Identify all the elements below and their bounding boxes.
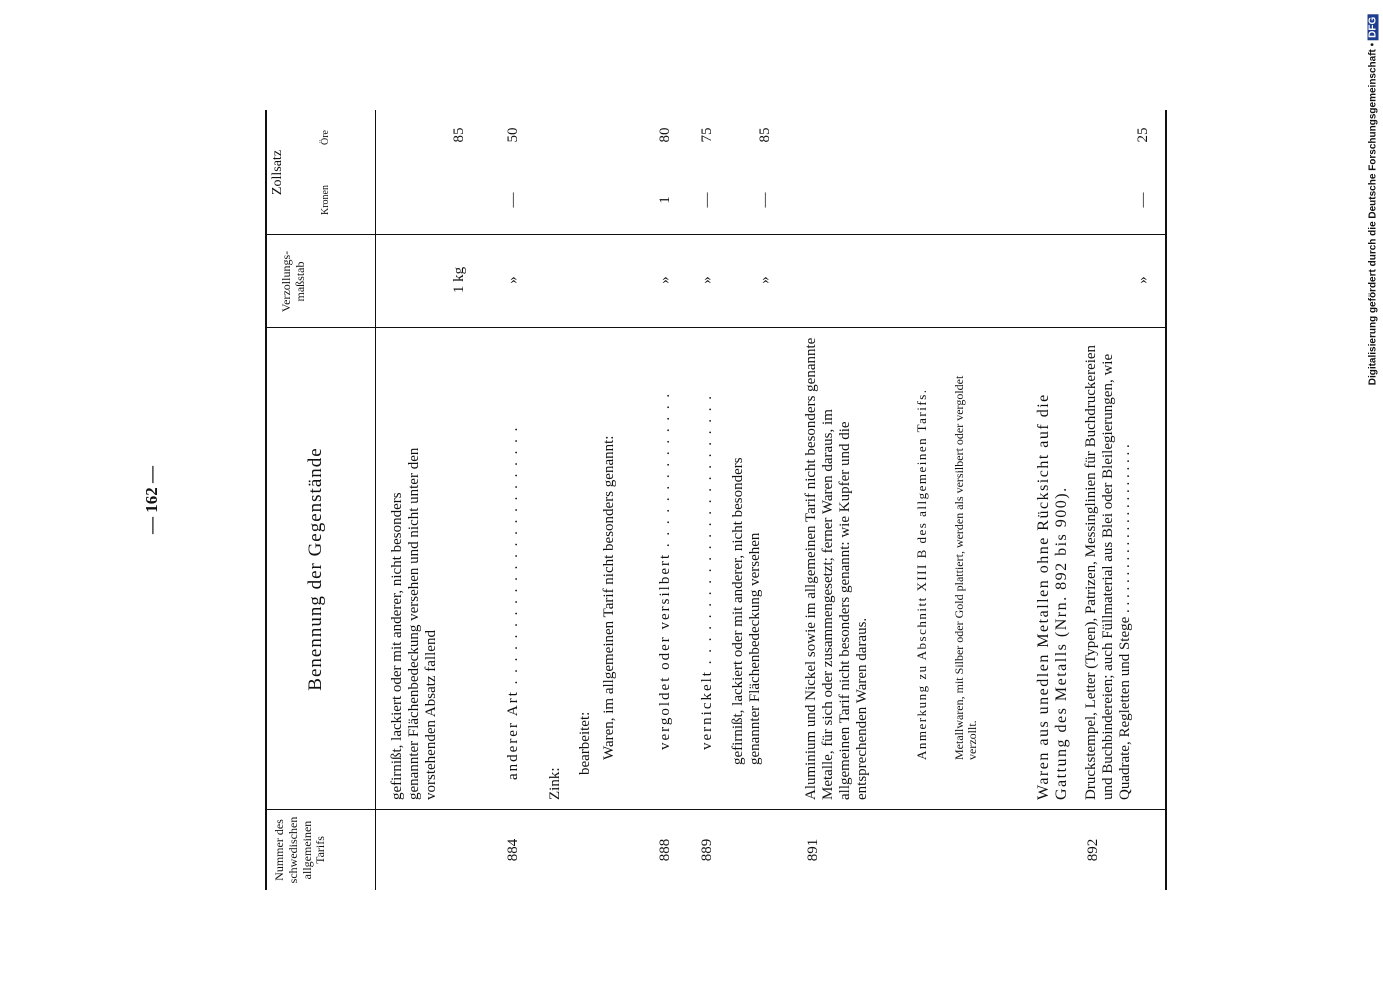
row-kr: — bbox=[699, 192, 715, 208]
page-number: — 162 — bbox=[142, 466, 161, 534]
row-number: 884 bbox=[505, 838, 521, 862]
section-heading: Waren aus unedlen Metallen ohne Rücksicht auf die Gattung des Metalls (Nrn. 892 bis 900). bbox=[1035, 393, 1071, 800]
row-desc: Waren, im allgemeinen Tarif nicht besonders genannt: bbox=[601, 435, 617, 760]
row-number: 891 bbox=[805, 838, 821, 862]
row-number: 889 bbox=[699, 838, 715, 862]
row-ore: 25 bbox=[1135, 127, 1151, 143]
row-desc: anderer Art . . . . . . . . . . . . . . . . . . . . . . . bbox=[505, 425, 521, 780]
row-desc: Zink: bbox=[547, 767, 563, 800]
col-header-duty: Zollsatz bbox=[270, 149, 285, 196]
row-kr: — bbox=[757, 192, 773, 208]
row-number: 888 bbox=[657, 838, 673, 862]
row-ore: 50 bbox=[505, 127, 521, 143]
row-desc: bearbeitet: bbox=[577, 711, 593, 775]
row-ore: 85 bbox=[451, 127, 467, 143]
row-kr: — bbox=[1135, 192, 1151, 208]
row-basis: » bbox=[505, 276, 521, 284]
col-header-kronen: Kronen bbox=[320, 185, 331, 215]
annotation-text: Metallwaren, mit Silber oder Gold plattiert, werden als versilbert oder vergoldet verzollt. bbox=[952, 375, 980, 760]
row-desc: gefirnißt, lackiert oder mit anderer, nicht besonders genannter Flächenbedeckung versehen und nicht unter den vorstehenden Absatz fallend bbox=[389, 447, 439, 800]
row-ore: 75 bbox=[699, 127, 715, 143]
row-kr: 1 bbox=[657, 196, 673, 204]
row-desc: vergoldet oder versilbert . . . . . . . . . . . . . . bbox=[657, 391, 673, 750]
col-header-basis: Verzollungs-maßstab bbox=[279, 250, 307, 313]
row-number: 892 bbox=[1085, 838, 1101, 862]
row-basis: » bbox=[757, 276, 773, 284]
row-basis: » bbox=[1135, 276, 1151, 284]
dfg-logo: DFG bbox=[1367, 16, 1379, 38]
row-desc: vernickelt . . . . . . . . . . . . . . . . . . . . . . . . bbox=[699, 394, 715, 750]
annotation-heading: Anmerkung zu Abschnitt XIII B des allgemeinen Tarifs. bbox=[914, 388, 929, 760]
row-ore: 80 bbox=[657, 127, 673, 143]
row-ore: 85 bbox=[757, 127, 773, 143]
col-header-number: Nummer des schwedischen allgemeinen Tarifs bbox=[272, 816, 328, 884]
row-desc: Druckstempel, Letter (Typen), Patrizen, Messinglinien für Buchdruckereien und Buchbindereien; auch Füllmaterial aus Blei oder Bleilegierungen, wie Quadrate, Regletten und Stege . . . . . . . . . . . . . . . . . . . . . . . bbox=[1083, 344, 1133, 800]
row-kr: — bbox=[505, 192, 521, 208]
row-basis: » bbox=[657, 276, 673, 284]
row-desc: Aluminium und Nickel sowie im allgemeinen Tarif nicht besonders genannte Metalle, für sich oder zusammengesetzt; ferner Waren daraus, im allgemeinen Tarif nicht besonders genannt: wie Kupfer und die entsprechenden Waren daraus. bbox=[803, 337, 870, 800]
credit-text: Digitalisierung gefördert durch die Deutsche Forschungsgemeinschaft • bbox=[1367, 42, 1379, 386]
row-basis: 1 kg bbox=[451, 266, 467, 294]
row-desc: gefirnißt, lackiert oder mit anderer, nicht besonders genannter Flächenbedeckung versehen bbox=[730, 457, 763, 765]
row-basis: » bbox=[699, 276, 715, 284]
col-header-ore: Öre bbox=[320, 130, 331, 145]
col-header-description: Benennung der Gegenstände bbox=[305, 447, 326, 691]
tariff-table bbox=[265, 110, 1180, 890]
